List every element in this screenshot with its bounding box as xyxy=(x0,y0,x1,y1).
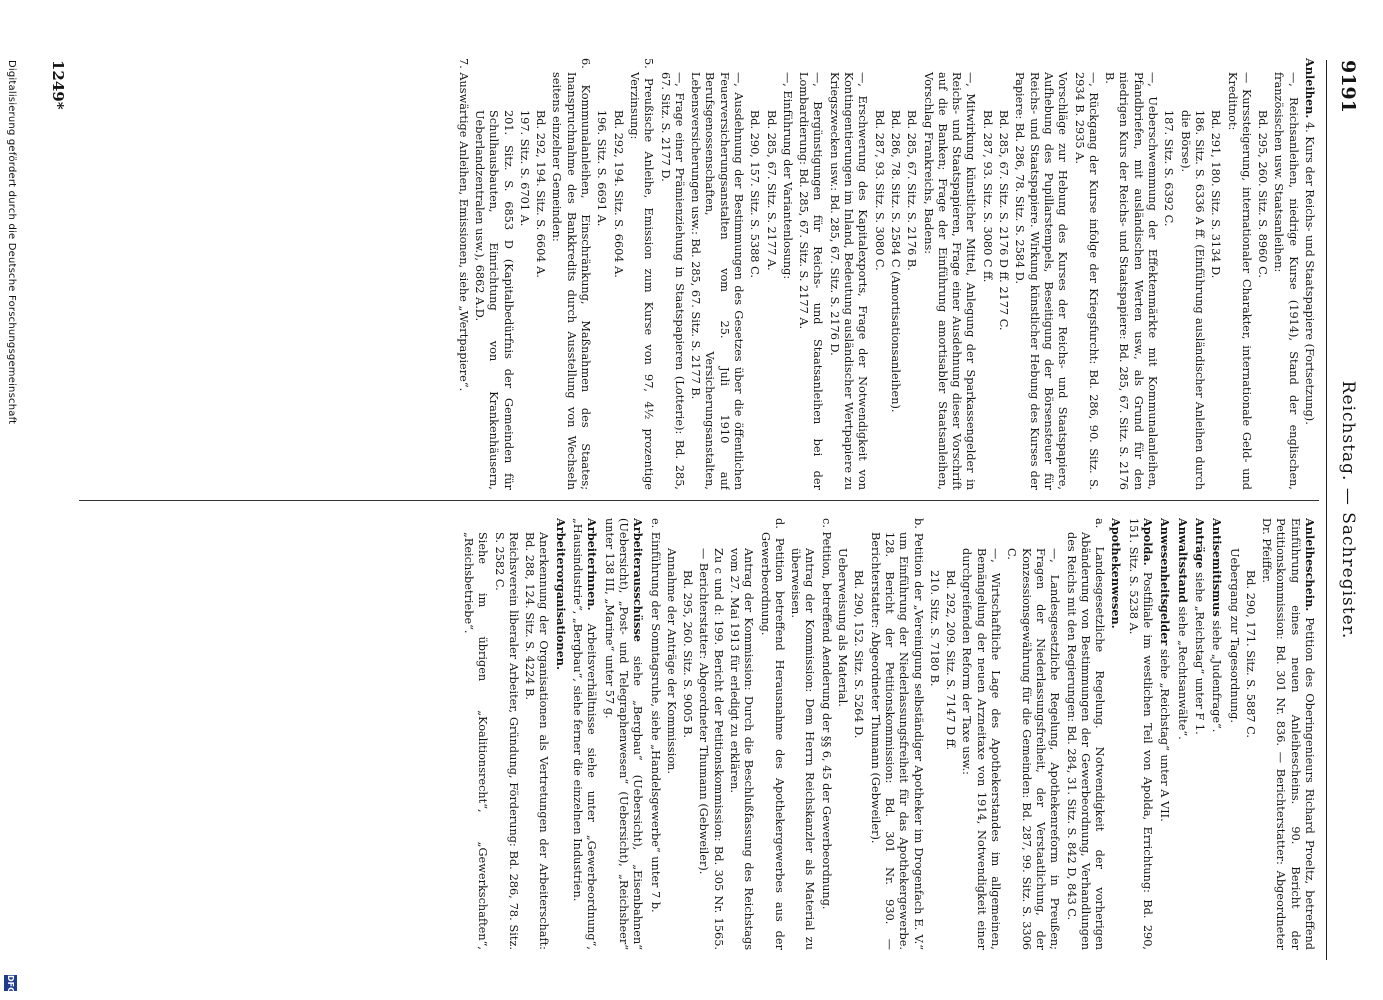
entry-apothekenwesen xyxy=(1108,518,1123,950)
page-number: 9191 xyxy=(1337,60,1359,113)
citation: Bd. 285, 67. Sitz. S. 2176 B. xyxy=(905,110,919,271)
headword: Antisemitismus xyxy=(1210,518,1225,617)
entry-text: siehe „Reichstag“ unter F 1. xyxy=(1192,572,1206,735)
headword: Arbeiterorganisationen. xyxy=(553,518,568,670)
entry-text: 5. Preußische Anleihe, Emission zum Kurse von 97, 4½ prozentige Verzinsung: xyxy=(627,58,656,490)
entry-text: Zu c und d: 199. Bericht der Petitionskommission: Bd. 305 Nr. 1565. — Berichterstatter: Abgeordneter Thumann (Gebweiler). xyxy=(697,548,725,950)
digitization-credit: Digitalisierung gefördert durch die Deutsche Forschungsgemeinschaft xyxy=(6,60,17,425)
left-column xyxy=(87,58,1317,490)
entry-text: Postfiliale im westlichen Teil von Apolda, Errichtung: Bd. 290, 151. Sitz. S. 5238 A. xyxy=(1126,518,1155,950)
citation: Bd. 286, 78. Sitz. S. 2584 C (Amortisationsanleihen). xyxy=(888,110,902,413)
entry-text: Siehe im übrigen „Koalitionsrecht“, „Gewerkschaften“, „Reichsbetriebe“. xyxy=(461,532,490,950)
entry-text: siehe „Judenfrage“. xyxy=(1210,620,1224,733)
citation: Bd. 287, 93. Sitz. S. 3080 C ff. xyxy=(980,110,994,283)
entry-text: a. Landesgesetzliche Regelung. Notwendigkeit der vorherigen Abänderung von Bestimmungen der Gewerbeordnung, Verhandlungen des Reichs mit den Regierungen: Bd. 284, 31. Sitz. S. 842 D, 843 C. xyxy=(1064,518,1107,950)
entry-text: Annahme der Anträge der Kommission. xyxy=(664,548,678,774)
entry-antisemitismus xyxy=(1209,518,1224,950)
entry-text: Reichsverein liberaler Arbeiter, Gründung, Förderung: Bd. 286, 78. Sitz. S. 2582 C. xyxy=(492,532,520,950)
entry-text: — Kurssteigerung, internationaler Charakter, internationale Geld- und Kreditnot: xyxy=(1225,72,1253,490)
column-divider xyxy=(79,500,1319,501)
entry-text: —, Frage einer Prämienziehung in Staatspapieren (Lotterie): Bd. 285, 67. Sitz. S. 2177 D. xyxy=(658,72,686,490)
citation: Bd. 290, 152. Sitz. S. 5264 D. xyxy=(852,570,866,739)
headword: Apolda. xyxy=(1141,518,1156,566)
entry-text: siehe „Bergbau“ (Uebersicht), „Eisenbahnen“ (Uebersicht), „Post- und Telegraphenwesen“ (Uebersicht), „Reichsheer“ unter 138 III, „Marine“ unter 57 g. xyxy=(602,518,645,950)
entry-text: d. Petition betreffend Herausnahme des Apothekergewerbes aus der Gewerbeordnung. xyxy=(758,518,786,950)
entry-text: —, Erschwerung des Kapitalexports, Frage der Notwendigkeit von Kontingentierungen im Inland, Bedeutung ausländischer Wertpapiere zu Kriegszwecken usw.: Bd. 285, 67. Sitz. S. 2176 D. xyxy=(827,72,870,490)
citation: Bd. 292, 209. Sitz. S. 7147 D ff. xyxy=(944,570,958,750)
citation: Bd. 292, 194. Sitz. S. 6604 A. xyxy=(534,110,548,278)
citation: Bd. 290, 171. Sitz. S. 5887 C. xyxy=(1243,570,1257,738)
entry-text: —, Landesgesetzliche Regelung, Apothekenreform in Preußen; Fragen der Niederlassungsfreiheit, der Verstaatlichung, der Konzessionsgewährung für die Gemeinden: Bd. 287, 99. Sitz. S. 3306 C. xyxy=(1005,548,1062,950)
entry-arbeiterinnen xyxy=(570,518,600,950)
headword: Anleiheschein. xyxy=(1303,518,1317,612)
entry-apolda xyxy=(1125,518,1155,950)
citation: Bd. 295, 260. Sitz. S. 8960 C. xyxy=(1256,110,1270,278)
sheet-number: 1249* xyxy=(49,60,67,110)
entry-text: 6. Kommunalanleihen, Einschränkung, Maßnahmen des Staates; Inanspruchnahme des Bankkredits durch Ausstellung von Wechseln seitens einzelner Gemeinden: xyxy=(550,58,593,490)
entry-text: Uebergang zur Tagesordnung. xyxy=(1227,548,1241,723)
header-rule xyxy=(1326,60,1327,960)
page-header xyxy=(1329,60,1359,960)
headword: Apothekenwesen. xyxy=(1109,518,1124,629)
entry-text: Antrag der Kommission: Durch die Beschlußfassung des Reichstags vom 27. Mai 1913 für erledigt zu erklären. xyxy=(728,548,756,950)
citation: 197. Sitz. S. 6701 A. xyxy=(517,110,531,227)
citation: 196. Sitz. S. 6691 A. xyxy=(595,110,609,227)
entry-arbeiterorganisationen xyxy=(552,518,567,950)
headword: Anträge xyxy=(1192,518,1207,569)
entry-text: —, Wirtschaftliche Lage des Apothekerstandes im allgemeinen, Bemängelung der neuen Arzneitaxe von 1914, Notwendigkeit einer durchgreifenden Reform der Taxe usw.: xyxy=(960,548,1003,950)
entry-anwaltsstand xyxy=(1174,518,1189,950)
entry-text: Vorschläge zur Hebung des Kurses der Reichs- und Staatspapiere, Aufhebung des Pupillarstempels, Beseitigung der Börsensteuer für Reichs- und Staatspapiere. Wirkung künstlicher Hebung des Kurses der Papiere: Bd. 286, 78. Sitz. S. 2584 D. xyxy=(1013,72,1070,490)
headword: Anwesenheitsgelder xyxy=(1158,518,1173,646)
entry-text: e. Einführung der Sonntagsruhe, siehe „Handelsgewerbe“ unter 7 b. xyxy=(648,518,662,913)
citation: Bd. 287, 93. Sitz. S. 3080 C. xyxy=(872,110,886,271)
entry-text: —, Bergünstigungen für Reichs- und Staatsanleihen bei der Lombardierung: Bd. 285, 67. Sitz. S. 2177 A. xyxy=(797,72,825,490)
entry-text: Ueberweisung als Material. xyxy=(836,548,850,707)
entry-text: —, Ausdehnung der Bestimmungen des Gesetzes über die öffentlichen Feuerversicherungsanstalten vom 25. Juli 1910 auf Berufsgenossenschaften, Versicherungsanstalten, Lebensversicherungen usw.: Bd. 285, 67. Sitz. S. 2177 B. xyxy=(689,72,746,490)
entry-anleihen-heading xyxy=(1302,58,1317,490)
headword: Anleihen. xyxy=(1303,58,1317,119)
entry-text: 7. Auswärtige Anleihen, Emissionen, siehe „Wertpapiere“. xyxy=(456,58,470,392)
entry-anleiheschein xyxy=(1259,518,1317,950)
entry-text: 4. Kurs der Reichs- und Staatspapiere (Fortsetzung). xyxy=(1303,121,1316,425)
citation: 210. Sitz. S. 7180 B. xyxy=(927,570,941,687)
entry-text: siehe „Reichstag“ unter A VII. xyxy=(1158,648,1172,822)
dfg-logo-icon: DFG xyxy=(6,975,15,994)
entry-text: —, Rückgang der Kurse infolge der Kriegsfurcht: Bd. 286, 90. Sitz. S. 2934 B. 2935 A. xyxy=(1072,72,1100,490)
citation: Bd. 285, 67. Sitz. S. 2177 A. xyxy=(764,110,778,271)
entry-text: siehe „Rechtsanwälte“. xyxy=(1175,606,1189,740)
entry-anwesenheitsgelder xyxy=(1157,518,1172,950)
headword: Arbeiterausschüsse xyxy=(631,518,646,642)
headword: Arbeiterinnen. xyxy=(585,518,600,611)
entry-text: c. Petition, betreffend Aenderung der §§ 6, 45 der Gewerbeordnung. xyxy=(819,518,833,910)
citation: 201. Sitz. S. 6853 D (Kapitalbedürfnis der Gemeinden für Schulhausbauten, Einrichtung von Krankenhäusern, Ueberlandzentralen usw.), 6862 A.D. xyxy=(472,110,515,490)
running-title: Reichstag. — Sachregister. xyxy=(1338,380,1358,640)
entry-text: —, Mitwirkung künstlicher Mittel, Anlegung der Sparkassengelder in Reichs- und Staatspapieren, Frage einer Ausdehnung dieser Vorschrift auf die Banken; Frage der Einführung amortisabler Staatsanleihen, Vorschlag Frankreichs, Badens: xyxy=(921,72,978,490)
right-column xyxy=(87,518,1317,950)
entry-text: Anerkennung der Organisationen als Vertretungen der Arbeiterschaft: Bd. 288, 124. Sitz. S. 4224 B. xyxy=(523,532,551,950)
headword: Anwaltsstand xyxy=(1175,518,1190,603)
citation: 186. Sitz. S. 6336 A ff. (Einführung ausländischer Anleihen durch die Börse). xyxy=(1178,110,1206,490)
citation: Bd. 290, 157. Sitz. S. 5388 C. xyxy=(748,110,762,278)
entry-text: Antrag der Kommission: Dem Herrn Reichskanzler als Material zu überweisen. xyxy=(789,548,817,950)
entry-text: b. Petition der „Vereinigung selbständiger Apotheker im Drogenfach E. V.“ um Einführung der Niederlassungsfreiheit für das Apothekergewerbe. 128. Bericht der Petitionskommission: Bd. 301 Nr. 930. — Berichterstatter: Abgeordneter Thumann (Gebweiler). xyxy=(868,518,925,950)
entry-text: Arbeitsverhältnisse siehe unter „Gewerbeordnung“, „Hausindustrie“, „Bergbau“, siehe ferner die einzelnen Industrien. xyxy=(571,518,599,950)
citation: Bd. 295, 260. Sitz. S. 9005 B. xyxy=(681,570,695,738)
citation: Bd. 291, 180. Sitz. S. 3134 D. xyxy=(1209,110,1223,279)
citation: 187. Sitz. S. 6392 C. xyxy=(1162,110,1176,227)
entry-text: —, Einführung der Variantenlosung: xyxy=(780,72,794,280)
entry-arbeiterausschuesse xyxy=(601,518,645,950)
citation: Bd. 285, 67. Sitz. S. 2176 D ff. 2177 C. xyxy=(997,110,1011,331)
entry-text: —, Ueberschwemmung der Effektenmärkte mit Kommunalanleihen, Pfandbriefen, mit ausländischen Werten usw., als Grund für den niedrigen Kurs der Reichs- und Staatspapiere: Bd. 285, 67. Sitz. S. 2176 B. xyxy=(1103,72,1160,490)
entry-antraege xyxy=(1192,518,1207,950)
entry-text: Petition des Oberingenieurs Richard Proeltz, betreffend Einführung eines neuen Anleihescheins. 90. Bericht der Petitionskommission: Bd. 301 Nr. 836. — Berichterstatter: Abgeordneter Dr. Pfeiffer. xyxy=(1260,518,1316,950)
entry-text: —, Reichsanleihen, niedrige Kurse (1914), Stand der englischen, französischen usw. Staatsanleihen: xyxy=(1272,72,1300,490)
citation: Bd. 292, 194. Sitz. S. 6604 A. xyxy=(611,110,625,278)
